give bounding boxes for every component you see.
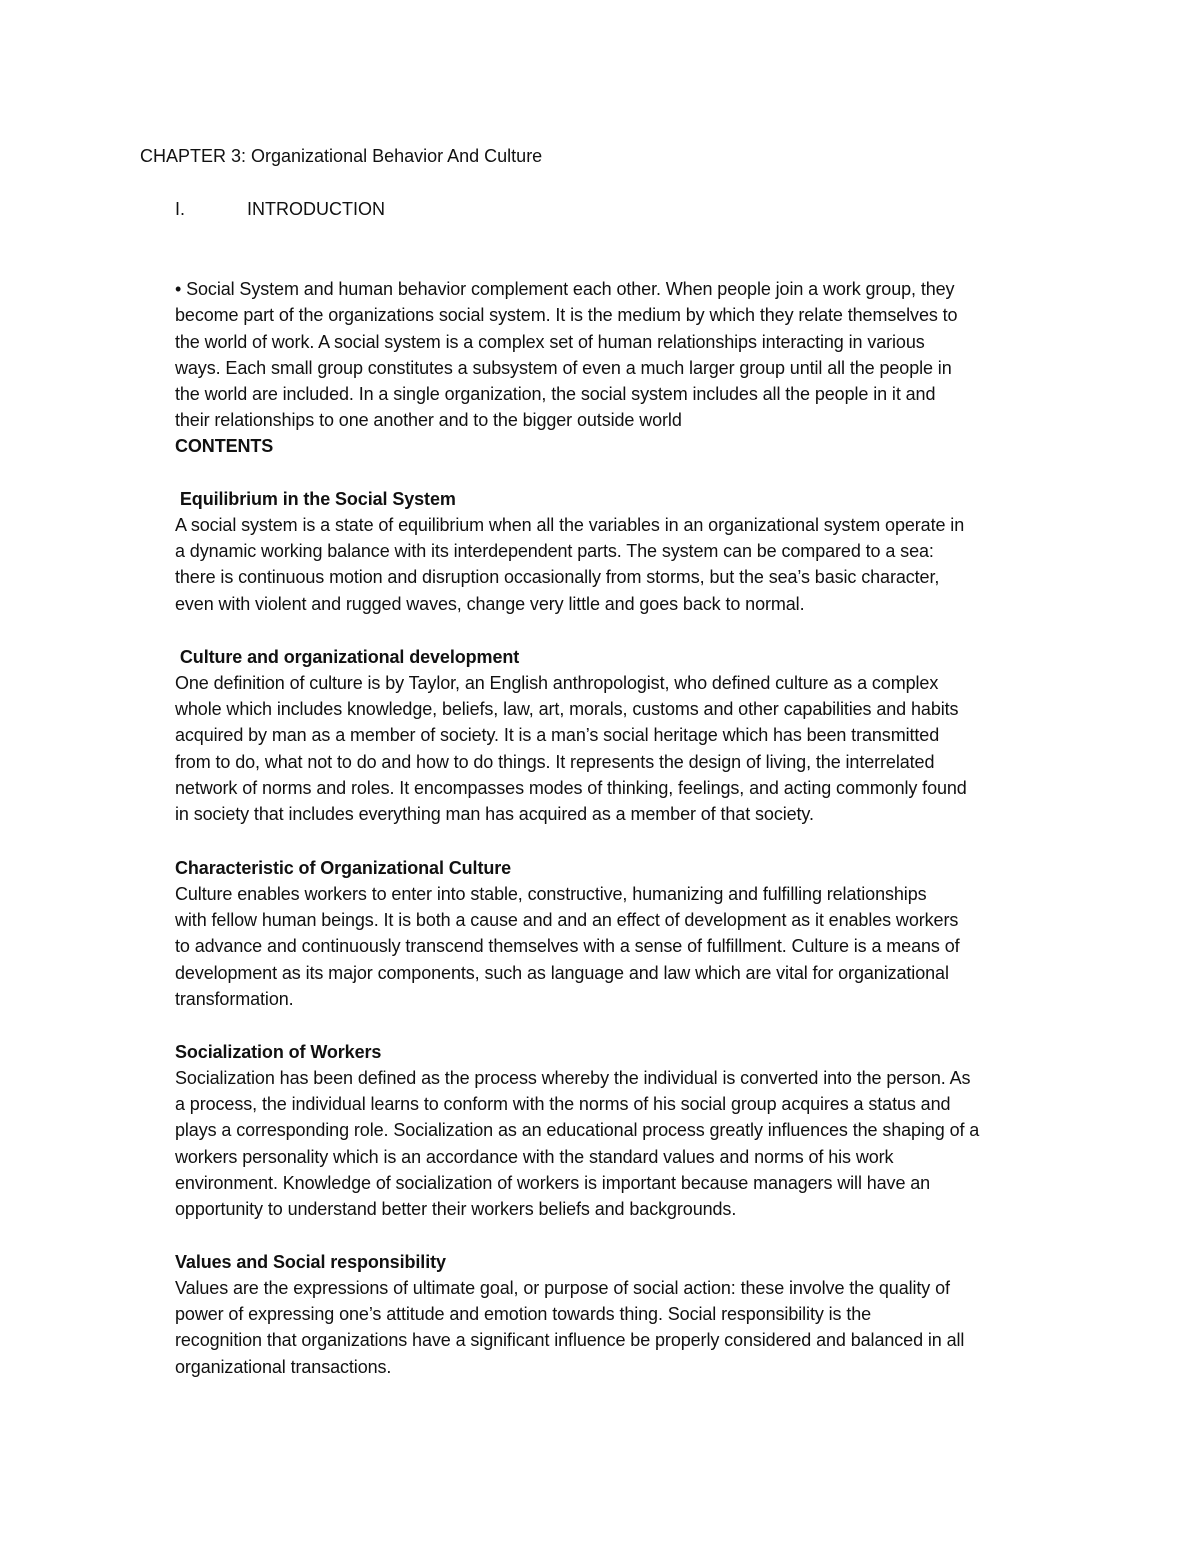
bullet-icon: • (175, 279, 182, 300)
section-heading-characteristic-culture: Characteristic of Organizational Culture (175, 858, 512, 878)
section-body-values: Values are the expressions of ultimate goal, or purpose of social action: these involve the quality of power of expressing one’s attitude and emotion towards thing. Social responsibility is the recognition that organizations have a significant influence be properly considered and balanced in all organizational transactions. (175, 1278, 965, 1377)
section-body-socialization: Socialization has been defined as the process whereby the individual is converted into the person. As a process, the individual learns to conform with the norms of his social group acquires a status and plays a corresponding role. Socialization as an educational process greatly influences the shaping of a workers personality which is an accordance with the standard values and norms of his work environment. Knowledge of socialization of workers is important because managers will have an opportunity to understand better their workers beliefs and backgrounds. (175, 1068, 980, 1220)
section-body-culture-development: One definition of culture is by Taylor, an English anthropologist, who defined culture as a complex whole which includes knowledge, beliefs, law, art, morals, customs and other capabilities and habits acquired by man as a member of society. It is a man’s social heritage which has been transmitted from to do, what not to do and how to do things. It represents the design of living, the interrelated network of norms and roles. It encompasses modes of thinking, feelings, and acting commonly found in society that includes everything man has acquired as a member of that society. (175, 673, 967, 825)
chapter-title: CHAPTER 3: Organizational Behavior And Culture (140, 146, 543, 166)
section-heading-values: Values and Social responsibility (175, 1252, 446, 1272)
section-heading-equilibrium: Equilibrium in the Social System (175, 489, 456, 509)
intro-section-number: I. (175, 199, 186, 219)
section-body-characteristic-culture: Culture enables workers to enter into stable, constructive, humanizing and fulfilling relationships with fellow human beings. It is both a cause and and an effect of development as it enables workers to advance and continuously transcend themselves with a sense of fulfillment. Culture is a means of development as its major components, such as language and law which are vital for organizational transformation. (175, 884, 960, 1009)
intro-paragraph-block (175, 250, 1065, 433)
intro-paragraph: Social System and human behavior complement each other. When people join a work group, they become part of the organizations social system. It is the medium by which they relate themselves to the world of work. A social system is a complex set of human relationships interacting in various ways. Each small group constitutes a subsystem of even a much larger group until all the people in the world are included. In a single organization, the social system includes all the people in it and their relationships to one another and to the bigger outside world (175, 279, 958, 431)
section-body-equilibrium: A social system is a state of equilibrium when all the variables in an organizational system operate in a dynamic working balance with its interdependent parts. The system can be compared to a sea: there is continuous motion and disruption occasionally from storms, but the sea’s basic character, even with violent and rugged waves, change very little and goes back to normal. (175, 515, 965, 614)
section-heading-socialization: Socialization of Workers (175, 1042, 382, 1062)
intro-section-label: INTRODUCTION (247, 199, 385, 219)
section-heading-culture-development: Culture and organizational development (175, 647, 520, 667)
contents-heading: CONTENTS (175, 436, 274, 456)
